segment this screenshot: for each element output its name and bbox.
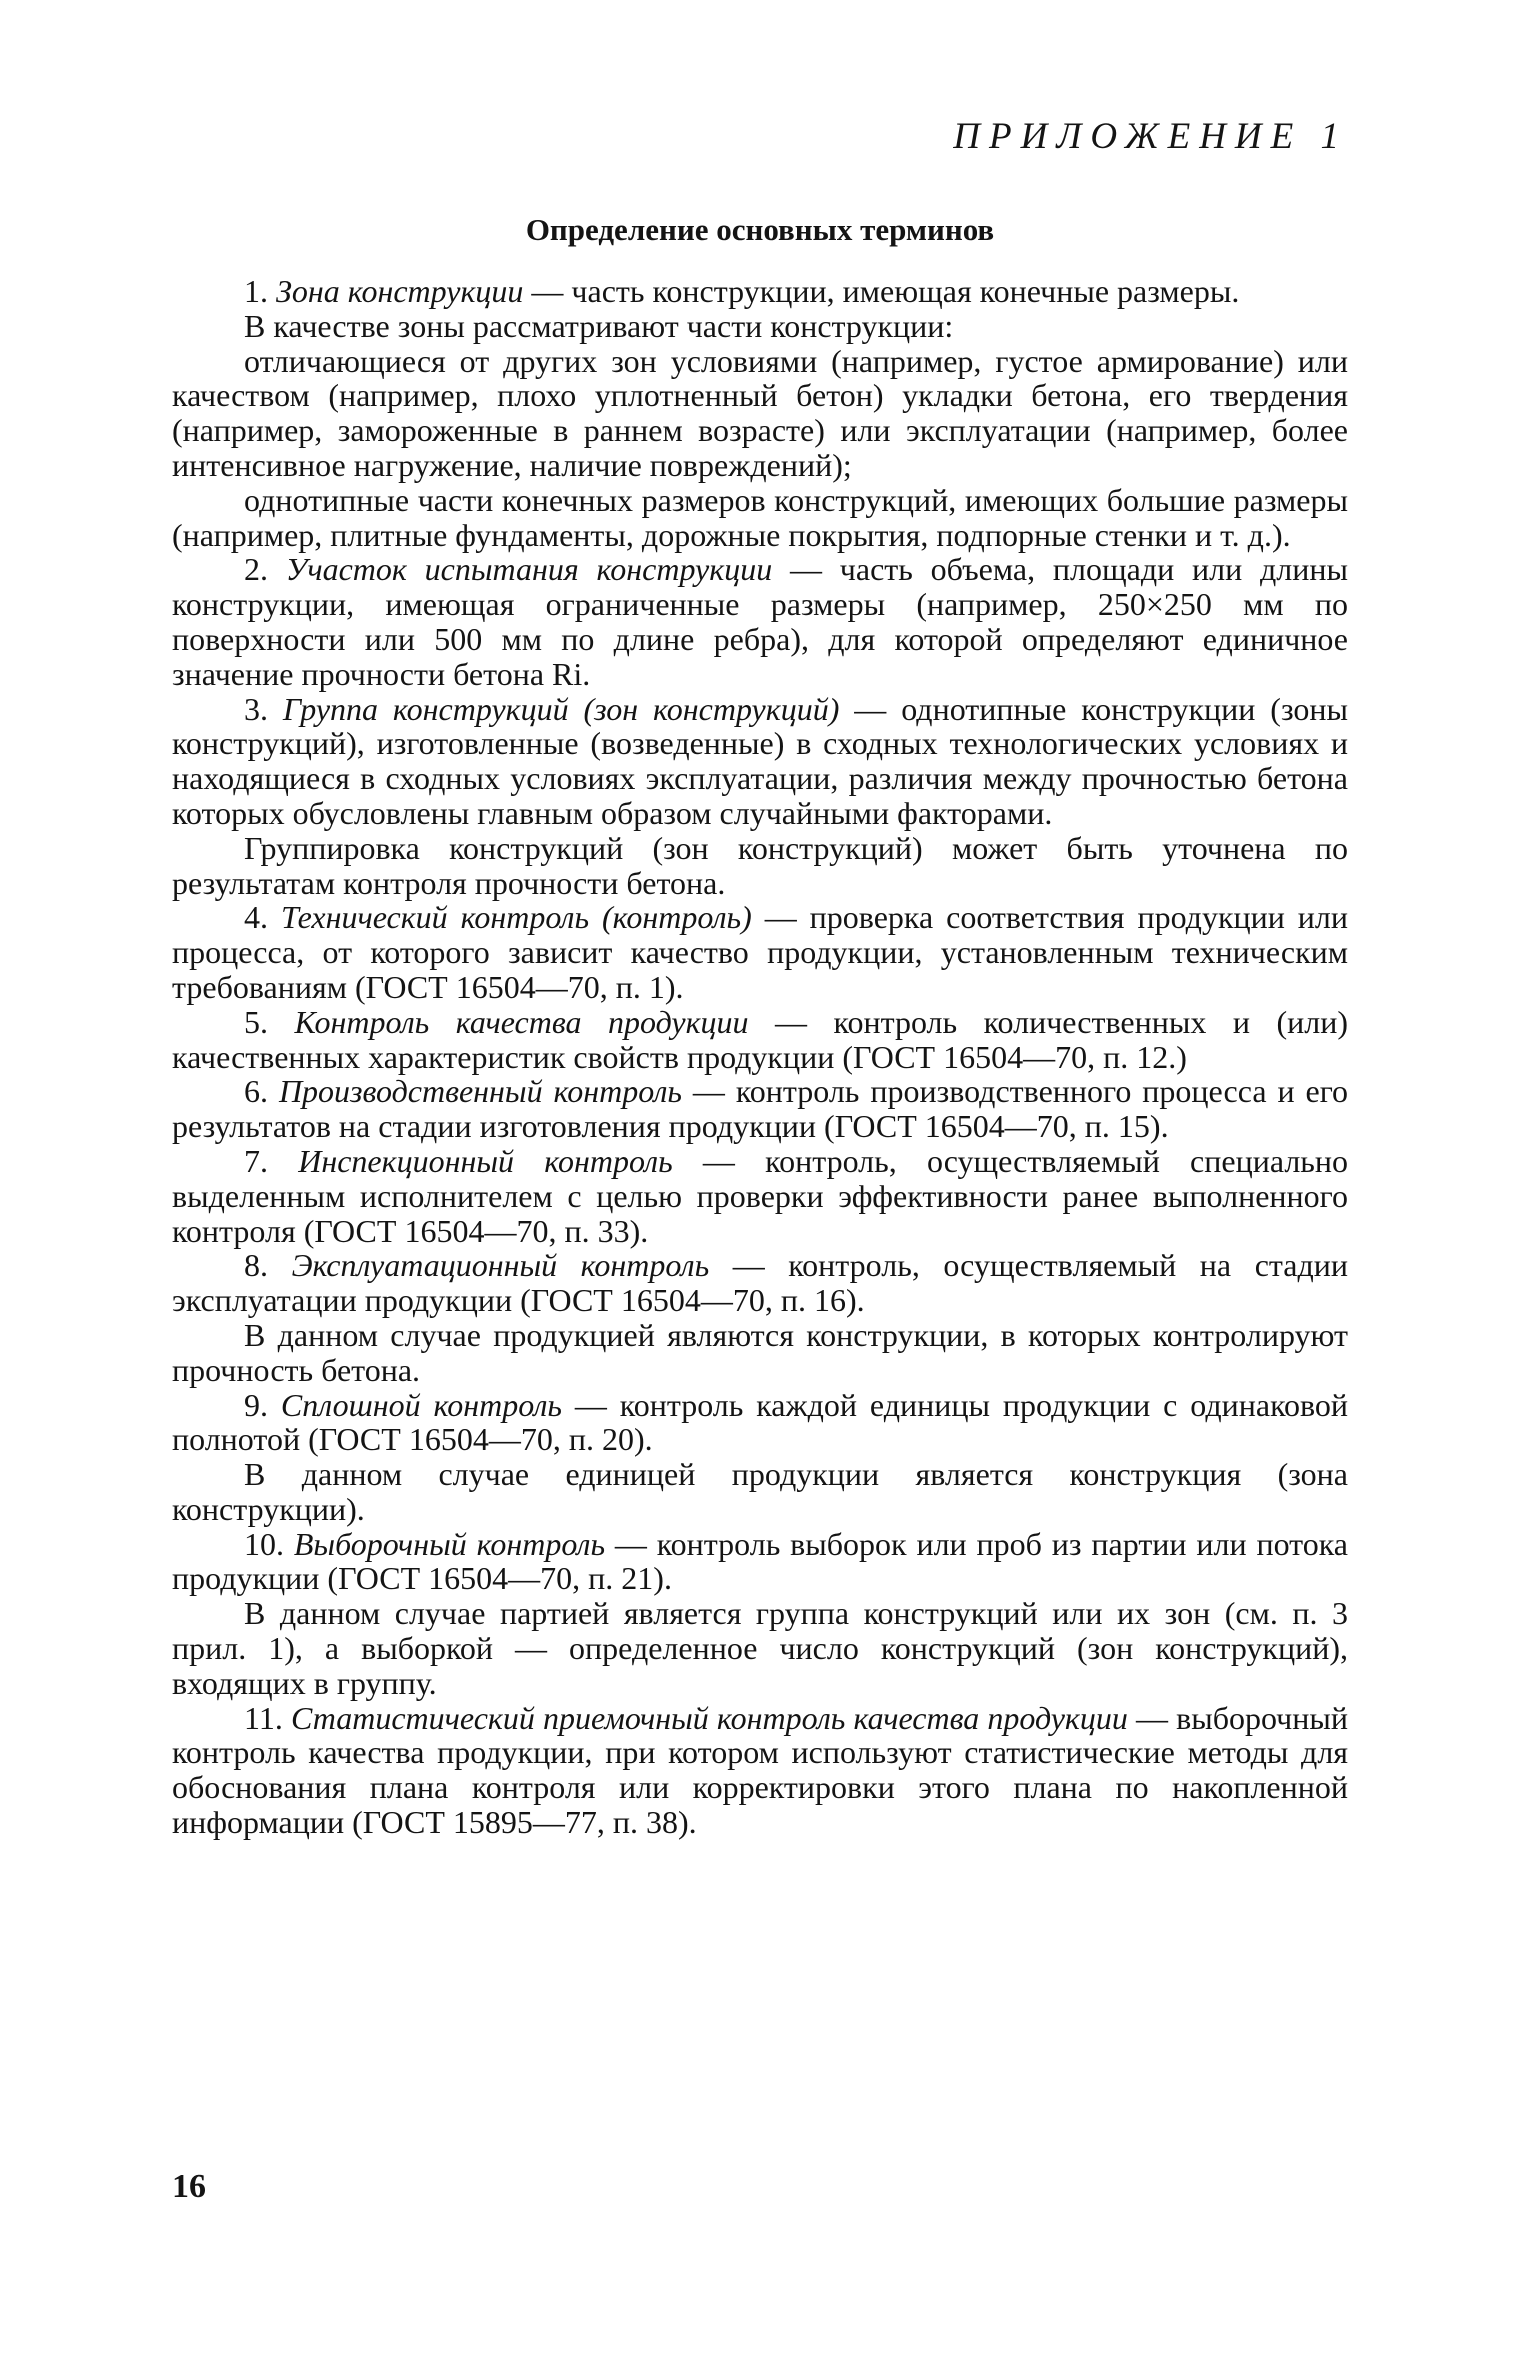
page-number: 16 (172, 2168, 206, 2205)
paragraph-number: 5. (244, 1003, 295, 1040)
appendix-label: ПРИЛОЖЕНИЕ 1 (953, 116, 1348, 157)
definition-text: — выборочный контроль качества продукции, при котором используют статистические методы для обоснования плана контроля или корректировки этого плана по накопленной информации (ГОСТ 15895—77, п. 38). (172, 1699, 1349, 1841)
term-name: Сплошной контроль (280, 1386, 562, 1423)
term-name: Эксплуатационный контроль (291, 1247, 710, 1284)
term-name: Статистический приемочный контроль качества продукции (290, 1699, 1128, 1736)
paragraph-text: В данном случае единицей продукции является конструкция (зона конструкции). (172, 1456, 1348, 1527)
paragraph (172, 309, 1348, 344)
paragraph (172, 1388, 1348, 1458)
paragraph-text: В качестве зоны рассматривают части конструкции: (244, 307, 954, 344)
term-name: Инспекционный контроль (298, 1142, 673, 1179)
paragraph (172, 1457, 1348, 1527)
definition-text: — часть объема, площади или длины конструкции, имеющая ограниченные размеры (например, 250×250 мм по поверхности или 500 мм по длине ребра), для которой определяют единичное значение прочности бетона Ri. (172, 551, 1349, 692)
term-name: Технический контроль (контроль) (280, 899, 752, 936)
paragraph-number: 10. (244, 1525, 294, 1562)
definition-text: — контроль, осуществляемый на стадии эксплуатации продукции (ГОСТ 16504—70, п. 16). (172, 1247, 1349, 1319)
term-name: Зона конструкции (276, 273, 524, 309)
terms-body (172, 274, 1348, 1840)
paragraph-number: 8. (244, 1247, 292, 1284)
paragraph (172, 900, 1348, 1004)
paragraph (172, 344, 1348, 483)
paragraph (172, 1144, 1348, 1248)
paragraph-text: Группировка конструкций (зон конструкций) может быть уточнена по результатам контроля прочности бетона. (172, 829, 1348, 901)
paragraph (172, 1248, 1348, 1318)
paragraph (172, 1527, 1348, 1597)
definition-text: — контроль каждой единицы продукции с одинаковой полнотой (ГОСТ 16504—70, п. 20). (172, 1386, 1349, 1458)
paragraph (172, 1074, 1348, 1144)
term-name: Группа конструкций (зон конструкций) (282, 690, 840, 727)
definition-text: — контроль количественных и (или) качественных характеристик свойств продукции (ГОСТ 16504—70, п. 12.) (172, 1003, 1348, 1075)
paragraph (172, 1318, 1348, 1388)
paragraph-text: В данном случае партией является группа конструкций или их зон (см. п. 3 прил. 1), а выборкой — определенное число конструкций (зон конструкций), входящих в группу. (172, 1595, 1348, 1701)
paragraph-text: отличающиеся от других зон условиями (например, густое армирование) или качеством (например, плохо уплотненный бетон) укладки бетона, его твердения (например, замороженные в раннем возрасте) или эксплуатации (например, более интенсивное нагружение, наличие повреждений); (172, 342, 1348, 483)
definition-text: — однотипные конструкции (зоны конструкций), изготовленные (возведенные) в сходных технологических условиях и находящиеся в сходных условиях эксплуатации, различия между прочностью бетона которых обусловлены главным образом случайными факторами. (172, 690, 1349, 831)
term-name: Контроль качества продукции (294, 1003, 749, 1040)
document-page (172, 0, 1348, 2362)
paragraph (172, 831, 1348, 901)
term-name: Выборочный контроль (293, 1525, 606, 1562)
paragraph-number: 6. (244, 1073, 279, 1110)
paragraph-number: 11. (244, 1699, 291, 1736)
paragraph-text: В данном случае продукцией являются конструкции, в которых контролируют прочность бетона. (172, 1316, 1348, 1388)
paragraph-number: 7. (244, 1142, 299, 1179)
paragraph (172, 692, 1348, 831)
paragraph-number: 1. (244, 273, 276, 309)
definition-text: — контроль производственного процесса и его результатов на стадии изготовления продукции (ГОСТ 16504—70, п. 15). (172, 1073, 1349, 1145)
term-name: Участок испытания конструкции (285, 551, 773, 588)
definition-text: — контроль выборок или проб из партии или потока продукции (ГОСТ 16504—70, п. 21). (172, 1525, 1349, 1597)
definition-text: — проверка соответствия продукции или процесса, от которого зависит качество продукции, установленным техническим требованиям (ГОСТ 16504—70, п. 1). (172, 899, 1349, 1005)
paragraph (172, 483, 1348, 553)
paragraph (172, 1701, 1348, 1840)
paragraph-number: 9. (244, 1386, 281, 1423)
paragraph (172, 552, 1348, 691)
paragraph-number: 4. (244, 899, 281, 936)
term-name: Производственный контроль (278, 1073, 682, 1110)
paragraph (172, 1005, 1348, 1075)
paragraph-number: 3. (244, 690, 283, 727)
paragraph (172, 1596, 1348, 1700)
paragraph (172, 274, 1348, 309)
section-title: Определение основных терминов (525, 212, 995, 247)
definition-text: — контроль, осуществляемый специально выделенным исполнителем с целью проверки эффективности ранее выполненного контроля (ГОСТ 16504—70, п. 33). (172, 1142, 1349, 1249)
paragraph-number: 2. (244, 551, 286, 588)
paragraph-text: однотипные части конечных размеров конструкций, имеющих большие размеры (например, плитные фундаменты, дорожные покрытия, подпорные стенки и т. д.). (172, 481, 1348, 553)
definition-text: — часть конструкции, имеющая конечные размеры. (523, 273, 1240, 309)
